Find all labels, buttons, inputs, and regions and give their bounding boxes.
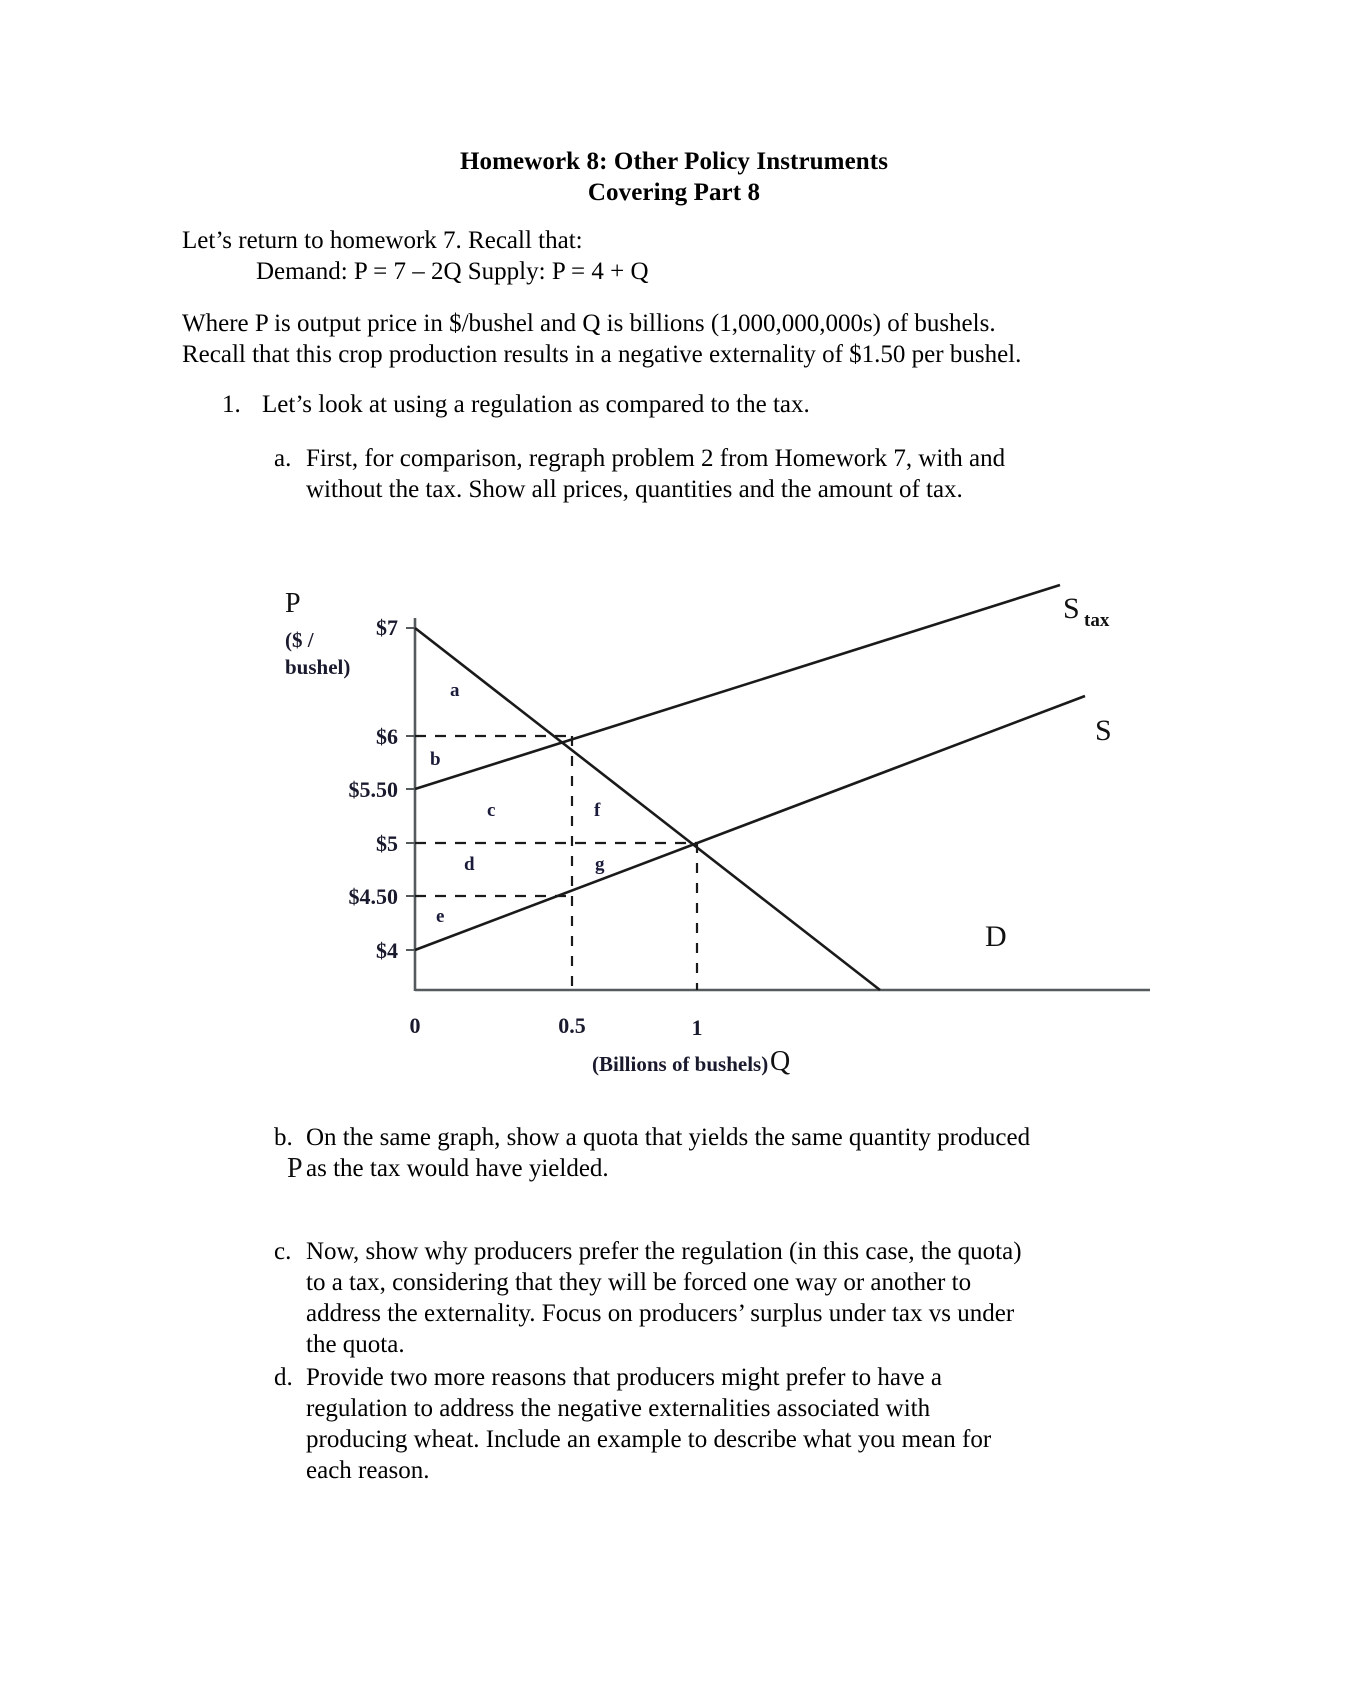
where-paragraph: Where P is output price in $/bushel and Q is billions (1,000,000,000s) of bushels. Recall that this crop production results in a negative externality of $1.50 per bushel. [182,310,1022,368]
sub-question-b-text: On the same graph, show a quota that yields the same quantity produced as the tax would have yielded. [306,1124,1031,1182]
region-label-d: d [464,854,475,875]
sub-question-a-text: First, for comparison, regraph problem 2 from Homework 7, with and without the tax. Show all prices, quantities and the amount of tax. [306,445,1006,503]
sub-question-c-text: Now, show why producers prefer the regulation (in this case, the quota) to a tax, considering that they will be forced one way or another to address the externality. Focus on producers’ surplus under tax vs under the quota. [306,1238,1022,1358]
supply-tax-curve-label-subscript: tax [1084,610,1110,631]
x-axis-symbol-label: Q [770,1046,791,1077]
sub-question-b-marker: b. [274,1124,293,1151]
supply-tax-curve-label: S [1063,592,1080,625]
region-label-e: e [436,906,445,927]
y-axis-unit-line-1: ($ / [285,628,314,652]
y-tick-label-450: $4.50 [348,884,398,909]
x-tick-label-05: 0.5 [558,1013,586,1038]
y-tick-label-6: $6 [376,724,398,749]
sub-question-a-marker: a. [274,445,292,472]
sub-question-d-marker: d. [274,1364,293,1391]
y-tick-label-7: $7 [376,615,398,640]
region-label-a: a [450,680,460,701]
page-title [0,146,1348,208]
sub-question-c-marker: c. [274,1238,292,1265]
x-tick-label-1: 1 [691,1015,703,1040]
y-tick-label-550: $5.50 [348,777,398,802]
equations-line: Demand: P = 7 – 2Q Supply: P = 4 + Q [256,258,649,285]
y-axis-caption-block [285,590,405,681]
y-tick-label-4: $4 [376,938,398,963]
title-line-2: Covering Part 8 [587,179,761,206]
x-tick-label-0: 0 [409,1013,421,1038]
question-1-number: 1. [222,391,241,418]
y-axis-symbol-label: P [285,588,301,619]
y-axis-unit-line-2: bushel) [285,655,351,679]
intro-paragraph: Let’s return to homework 7. Recall that: [182,227,583,254]
question-1-text: Let’s look at using a regulation as compared to the tax. [262,391,810,418]
title-line-1: Homework 8: Other Policy Instruments [459,148,889,175]
region-label-b: b [430,749,441,770]
supply-curve-label: S [1095,714,1112,747]
supply-curve [415,696,1085,950]
demand-curve-label: D [985,920,1007,953]
region-label-g: g [595,854,605,875]
region-label-f: f [594,800,601,821]
sub-question-d-text: Provide two more reasons that producers might prefer to have a regulation to address the negative externalities associated with producing wheat. Include an example to describe what you mean for each reason. [306,1364,992,1484]
y-axis-title: P [287,1153,303,1184]
demand-curve [415,628,880,990]
supply-tax-curve [415,585,1060,789]
x-axis-caption: (Billions of bushels) [592,1052,769,1076]
y-tick-label-5: $5 [376,831,398,856]
region-label-c: c [487,800,496,821]
